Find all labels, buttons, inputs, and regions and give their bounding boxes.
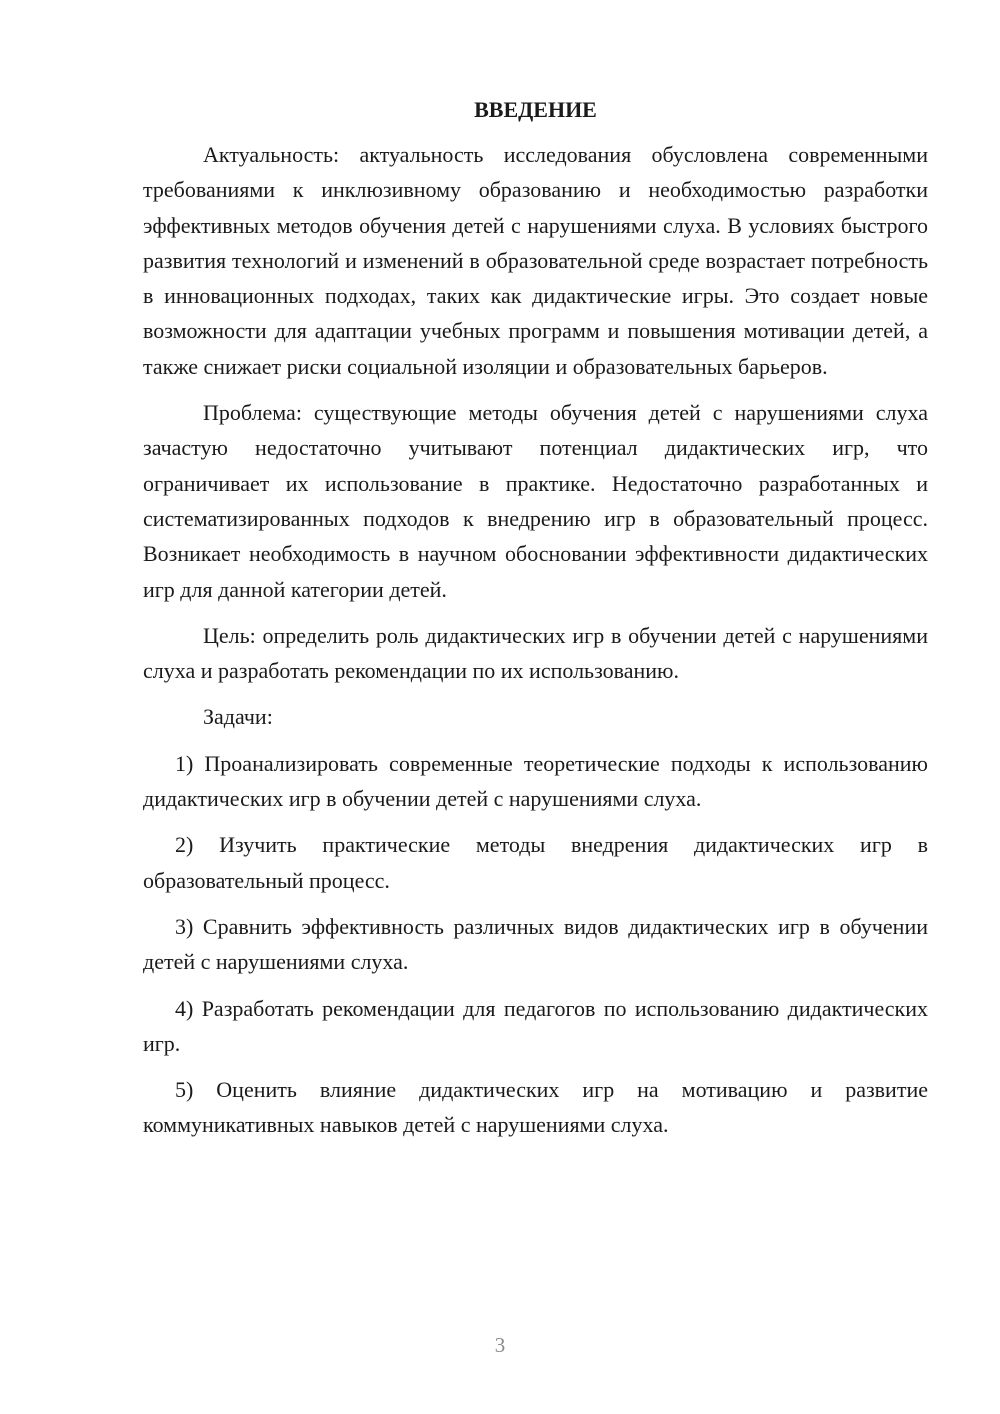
task-item-3: 3) Сравнить эффективность различных видов дидактических игр в обучении детей с нарушениями слуха.: [143, 913, 928, 975]
tasks-label: Задачи:: [203, 704, 273, 730]
goal-paragraph: Цель: определить роль дидактических игр в обучении детей с нарушениями слуха и разработать рекомендации по их использованию.: [143, 622, 928, 684]
task-item-5: 5) Оценить влияние дидактических игр на мотивацию и развитие коммуникативных навыков детей с нарушениями слуха.: [143, 1077, 928, 1138]
page-title: ВВЕДЕНИЕ: [474, 97, 597, 122]
document-page: [143, 92, 928, 1143]
relevance-paragraph: Актуальность: актуальность исследования обусловлена современными требованиями к инклюзивному образованию и необходимостью разработки эффективных методов обучения детей с нарушениями слуха. В условиях быстрого развития технологий и изменений в образовательной среде возрастает потребность в инновационных подходах, таких как дидактические игры. Это создает новые возможности для адаптации учебных программ и повышения мотивации детей, а также снижает риски социальной изоляции и образовательных барьеров.: [143, 142, 928, 379]
task-item-4: 4) Разработать рекомендации для педагогов по использованию дидактических игр.: [143, 995, 928, 1056]
page-number: 3: [494, 1333, 506, 1357]
problem-paragraph: Проблема: существующие методы обучения детей с нарушениями слуха зачастую недостаточно учитывают потенциал дидактических игр, что ограничивает их использование в практике. Недостаточно разработанных и систематизированных подходов к внедрению игр в образовательный процесс. Возникает необходимость в научном обосновании эффективности дидактических игр для данной категории детей.: [143, 400, 928, 602]
task-item-2: 2) Изучить практические методы внедрения дидактических игр в образовательный процесс.: [143, 832, 928, 893]
task-item-1: 1) Проанализировать современные теоретические подходы к использованию дидактических игр в обучении детей с нарушениями слуха.: [143, 750, 928, 812]
